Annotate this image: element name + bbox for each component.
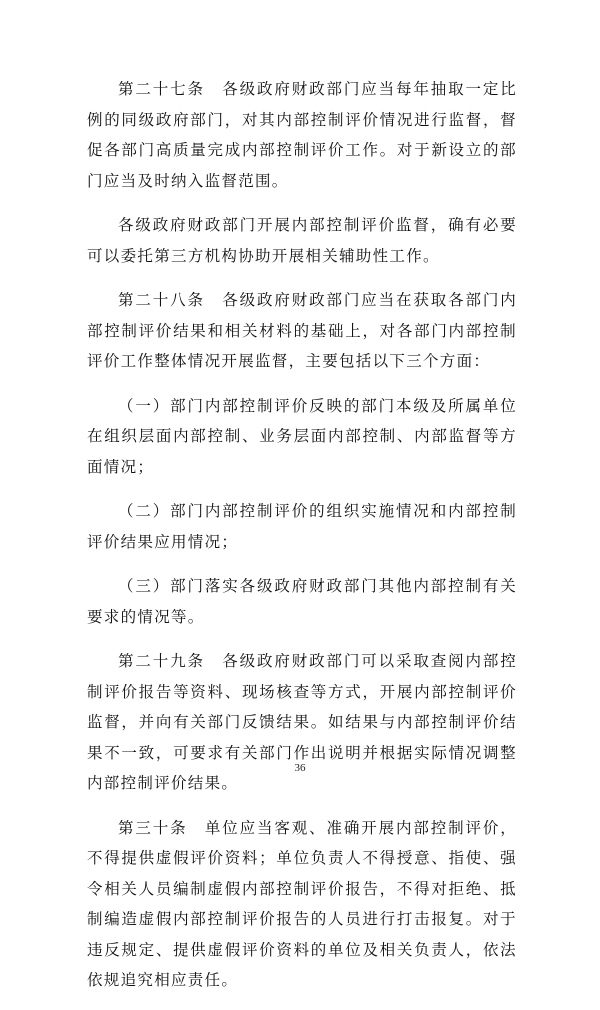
paragraph-item-2: （二）部门内部控制评价的组织实施情况和内部控制评价结果应用情况； [87, 502, 517, 551]
page-number: 36 [294, 762, 306, 774]
paragraph-article-30: 第三十条 单位应当客观、准确开展内部控制评价，不得提供虚假评价资料；单位负责人不得授意、指使、强令相关人员编制虚假内部控制评价报告，不得对拒绝、抵制编造虚假内部控制评价报告的人员进行打击报复。对于违反规定、提供虚假评价资料的单位及相关负责人，依法依规追究相应责任。 [87, 818, 517, 989]
paragraph-article-28: 第二十八条 各级政府财政部门应当在获取各部门内部控制评价结果和相关材料的基础上，对各部门内部控制评价工作整体情况开展监督，主要包括以下三个方面： [87, 291, 517, 370]
body-text [87, 74, 517, 1010]
paragraph-article-27-supplement: 各级政府财政部门开展内部控制评价监督，确有必要可以委托第三方机构协助开展相关辅助性工作。 [87, 216, 517, 265]
paragraph-article-27: 第二十七条 各级政府财政部门应当每年抽取一定比例的同级政府部门，对其内部控制评价情况进行监督，督促各部门高质量完成内部控制评价工作。对于新设立的部门应当及时纳入监督范围。 [87, 80, 517, 190]
paragraph-article-29: 第二十九条 各级政府财政部门可以采取查阅内部控制评价报告等资料、现场核查等方式，开展内部控制评价监督，并向有关部门反馈结果。如结果与内部控制评价结果不一致，可要求有关部门作出说明并根据实际情况调整内部控制评价结果。 [87, 652, 517, 792]
paragraph-item-3: （三）部门落实各级政府财政部门其他内部控制有关要求的情况等。 [87, 577, 517, 626]
paragraph-item-1: （一）部门内部控制评价反映的部门本级及所属单位在组织层面内部控制、业务层面内部控制、内部监督等方面情况； [87, 396, 517, 476]
